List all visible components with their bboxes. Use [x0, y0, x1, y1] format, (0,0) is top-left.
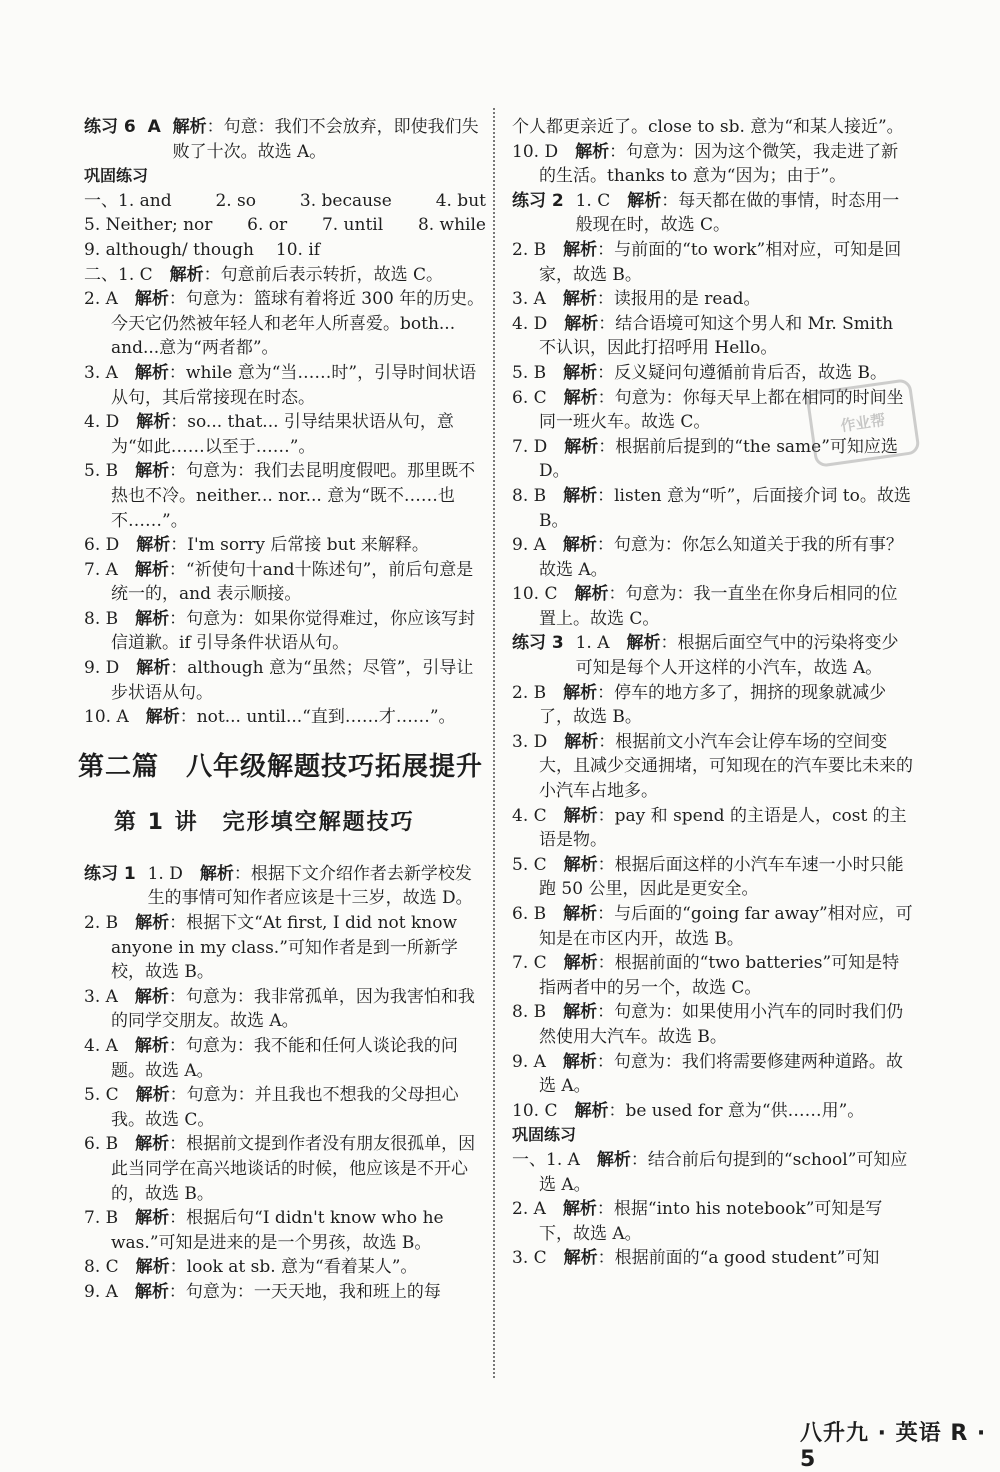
keyword: 解析 — [134, 289, 169, 310]
answer-item: 4. A 解析：句意为：我不能和任何人谈论我的问题。故选 A。 — [84, 1036, 458, 1081]
keyword: 解析 — [563, 805, 598, 826]
gap-answer: 3. because — [299, 190, 392, 211]
answer-item: 3. A 解析：读报用的是 read。 — [512, 289, 761, 310]
answer-item: 7. A 解析：“祈使句十and十陈述句”，前后句意是统一的，and 表示顺接。 — [84, 559, 474, 605]
answer-num: 8. B — [512, 1002, 547, 1023]
answer-text: 句意为：你怎么知道关于我的所有事？故选 A。 — [539, 535, 903, 580]
keyword: 解析 — [136, 658, 171, 679]
answer-item: 二、1. C 解析：句意前后表示转折，故选 C。 — [84, 264, 444, 285]
answer-num: 1. A — [575, 633, 610, 654]
keyword: 解析 — [562, 289, 597, 310]
gap-answer-row — [84, 238, 486, 263]
answer-num: 5. C — [84, 1085, 119, 1106]
keyword: 解析 — [627, 190, 662, 211]
answer-text: 根据后面这样的小汽车车速一小时只能跑 50 公里，因此是更安全。 — [539, 854, 904, 900]
answer-text: 句意为：一天天地，我和班上的每 — [185, 1281, 441, 1302]
answer-text: 句意为：你每天早上都在相同的时间坐同一班火车。故选 C。 — [539, 387, 904, 433]
answer-text: 每天都在做的事情，时态用一般现在时，故选 C。 — [575, 190, 900, 236]
answer-text: 句意为：我们去昆明度假吧。那里既不热也不冷。neither... nor... 意为“既不……也不……”。 — [111, 461, 476, 531]
keyword: 解析 — [145, 707, 180, 728]
keyword: 解析 — [136, 412, 171, 433]
column-divider — [493, 108, 495, 1378]
keyword: 解析 — [562, 535, 597, 556]
answer-num: 4. D — [512, 313, 548, 334]
answer-item: 6. D 解析：I'm sorry 后常接 but 来解释。 — [84, 535, 429, 556]
answer-num: 2. B — [512, 682, 547, 703]
answer-num: 3. A — [512, 289, 546, 310]
answer-item: 2. B 解析：停车的地方多了，拥挤的现象就减少了，故选 B。 — [512, 682, 887, 728]
answer-num: 4. A — [84, 1036, 118, 1056]
answer-num: 4. D — [84, 412, 120, 433]
page-footer: 八升九 · 英语 R · 5 — [800, 1421, 987, 1472]
answer-num: 2. B — [84, 913, 119, 934]
answer-text: 读报用的是 read。 — [613, 289, 761, 310]
keyword: 解析 — [563, 387, 598, 408]
answer-text: “祈使句十and十陈述句”，前后句意是统一的，and 表示顺接。 — [111, 559, 474, 605]
answer-item: 4. D 解析：结合语境可知这个男人和 Mr. Smith 不认识，因此打招呼用 Hello。 — [512, 313, 894, 359]
answer-list — [84, 263, 486, 730]
answer-num: 7. B — [84, 1208, 119, 1229]
answer-text: 结合前后句提到的“school”可知应选 A。 — [539, 1149, 908, 1195]
keyword: 解析 — [563, 854, 598, 875]
answer-text: 根据“into his notebook”可知是写下，故选 A。 — [539, 1199, 883, 1244]
keyword: 解析 — [563, 362, 598, 383]
answer-list — [512, 681, 914, 1124]
answer-item: 7. C 解析：根据前面的“two batteries”可知是特指两者中的另一个，故选 C。 — [512, 953, 900, 998]
answer-item: 2. A 解析：句意为：篮球有着将近 300 年的历史。今天它仍然被年轻人和老年人所喜爱。both... and...意为“两者都”。 — [84, 289, 485, 359]
keyword: 解析 — [563, 485, 598, 506]
gap-answer: 4. but — [435, 190, 486, 211]
exercise-label: 练习 6 A — [84, 117, 173, 137]
answer-text: 根据前面的“a good student”可知 — [614, 1248, 880, 1269]
keyword: 解析 — [574, 1100, 609, 1121]
answer-num: 9. A — [512, 535, 546, 556]
answer-text: 句意为：我不能和任何人谈论我的问题。故选 A。 — [111, 1036, 458, 1081]
answer-num: 2. A — [512, 1199, 546, 1220]
answer-item: 4. D 解析：so... that... 引导结果状语从句，意为“如此……以至于……”。 — [84, 412, 454, 457]
answer-num: 3. A — [84, 986, 118, 1007]
answer-item: 9. A 解析：句意为：一天天地，我和班上的每 — [84, 1281, 441, 1302]
answer-text: so... that... 引导结果状语从句，意为“如此……以至于……”。 — [111, 412, 454, 457]
keyword: 解析 — [564, 436, 599, 457]
answer-text: 句意前后表示转折，故选 C。 — [220, 264, 444, 285]
answer-num: 8. C — [84, 1257, 119, 1278]
answer-num: 6. D — [84, 535, 120, 556]
watermark-stamp: 作业帮 — [805, 378, 921, 468]
exercise-label: 练习 1 — [84, 863, 148, 884]
answer-num: 1. C — [575, 190, 611, 211]
keyword: 解析 — [172, 117, 207, 137]
keyword: 解析 — [563, 682, 598, 703]
answer-num: 2. B — [512, 239, 547, 260]
gap-answer: 7. until — [321, 215, 384, 236]
answer-num: 10. C — [512, 584, 558, 605]
answer-text: 与后面的“going far away”相对应，可知是在市区内开，故选 B。 — [539, 904, 913, 949]
answer-item: 2. A 解析：根据“into his notebook”可知是写下，故选 A。 — [512, 1199, 883, 1244]
answer-text: 句意为：我非常孤单，因为我害怕和我的同学交朋友。故选 A。 — [111, 986, 475, 1032]
gap-answer: 9. although/ though — [84, 239, 254, 260]
answer-item: 7. B 解析：根据后句“I didn't know who he was.”可知是进来的是一个男孩，故选 B。 — [84, 1208, 444, 1253]
answer-item: 5. B 解析：反义疑问句遵循前肯后否，故选 B。 — [512, 362, 888, 383]
answer-num: 3. C — [512, 1248, 547, 1269]
keyword: 解析 — [134, 362, 169, 383]
exercise-label: 练习 2 — [512, 190, 576, 211]
answer-text: 句意为：篮球有着将近 300 年的历史。今天它仍然被年轻人和老年人所喜爱。both... and...意为“两者都”。 — [111, 289, 485, 359]
answer-item: 9. A 解析：句意为：你怎么知道关于我的所有事？故选 A。 — [512, 535, 903, 580]
answer-text: 停车的地方多了，拥挤的现象就减少了，故选 B。 — [539, 682, 887, 728]
gap-answer-row — [84, 213, 486, 238]
keyword: 解析 — [199, 863, 234, 884]
answer-text: pay 和 spend 的主语是人，cost 的主语是物。 — [539, 805, 907, 851]
answer-text: look at sb. 意为“看着某人”。 — [186, 1257, 418, 1278]
answer-num: 5. B — [512, 362, 547, 383]
keyword: 解析 — [564, 731, 599, 752]
answer-num: 7. C — [512, 953, 547, 974]
exercise-6 — [84, 115, 486, 164]
answer-item: 7. D 解析：根据前后提到的“the same”可知应选 D。 — [512, 436, 898, 482]
keyword: 解析 — [135, 1134, 170, 1155]
gap-answer: 5. Neither; nor — [84, 215, 213, 236]
answer-item: 5. C 解析：句意为：并且我也不想我的父母担心我。故选 C。 — [84, 1085, 459, 1130]
right-column — [512, 115, 914, 1271]
exercise-2: 练习 2 1. C 解析：每天都在做的事情，时态用一般现在时，故选 C。 — [512, 189, 914, 238]
answer-text: 根据下文“At first, I did not know anyone in my class.”可知作者是到一所新学校，故选 B。 — [111, 913, 458, 983]
keyword: 解析 — [134, 986, 169, 1007]
gap-answer-row — [84, 189, 486, 214]
answer-num: 1. D — [147, 863, 183, 884]
answer-num: 9. A — [512, 1051, 546, 1072]
part-title: 第二篇 八年级解题技巧拓展提升 — [78, 751, 484, 782]
gap-answer: 6. or — [247, 215, 288, 236]
lecture-title: 第 1 讲 完形填空解题技巧 — [114, 809, 415, 835]
answer-text: not... until...“直到……才……”。 — [196, 707, 456, 728]
answer-num: 10. D — [512, 141, 559, 162]
answer-num: 7. D — [512, 436, 548, 457]
answer-item: 8. B 解析：句意为：如果使用小汽车的同时我们仍然使用大汽车。故选 B。 — [512, 1002, 904, 1047]
exercise-1: 练习 1 1. D 解析：根据下文介绍作者去新学校发生的事情可知作者应该是十三岁，故选 D。 — [84, 862, 486, 911]
answer-item: 6. B 解析：与后面的“going far away”相对应，可知是在市区内开，故选 B。 — [512, 904, 913, 949]
answer-text: 根据前文小汽车会让停车场的空间变大，且减少交通拥堵，可知现在的汽车要比未来的小汽车占地多。 — [539, 731, 913, 802]
answer-text: 句意为：我们将需要修建两种道路。故选 A。 — [539, 1051, 903, 1097]
exercise-label: 练习 3 — [512, 633, 576, 654]
answer-num: 9. A — [84, 1281, 118, 1302]
answer-text: be used for 意为“供……用”。 — [625, 1100, 865, 1121]
answer-text: while 意为“当……时”，引导时间状语从句，其后常接现在时态。 — [111, 362, 477, 408]
keyword: 解析 — [135, 608, 170, 629]
keyword: 解析 — [563, 239, 598, 260]
answer-num: 3. A — [84, 362, 118, 383]
keyword: 解析 — [136, 535, 171, 556]
answer-text: 根据后句“I didn't know who he was.”可知是进来的是一个男孩，故选 B。 — [111, 1208, 444, 1253]
answer-list — [512, 1148, 914, 1271]
gap-answer: 2. so — [215, 190, 257, 211]
answer-item: 一、1. A 解析：结合前后句提到的“school”可知应选 A。 — [512, 1149, 908, 1195]
answer-num: 一、1. A — [512, 1149, 580, 1170]
keyword: 解析 — [563, 953, 598, 974]
answer-item: 10. D 解析：句意为：因为这个微笑，我走进了新的生活。thanks to 意为“因为；由于”。 — [512, 141, 899, 187]
keyword: 解析 — [134, 1036, 169, 1056]
answer-text: 根据下文介绍作者去新学校发生的事情可知作者应该是十三岁，故选 D。 — [147, 863, 473, 909]
answer-item: 8. B 解析：句意为：如果你觉得难过，你应该写封信道歉。if 引导条件状语从句。 — [84, 608, 476, 654]
answer-text: 反义疑问句遵循前肯后否，故选 B。 — [614, 362, 888, 383]
answer-text: 句意为：如果你觉得难过，你应该写封信道歉。if 引导条件状语从句。 — [111, 608, 476, 654]
answer-item: 9. A 解析：句意为：我们将需要修建两种道路。故选 A。 — [512, 1051, 903, 1097]
answer-text: 根据后面空气中的污染将变少可知是每个人开这样的小汽车，故选 A。 — [575, 633, 899, 679]
answer-item: 10. C 解析：be used for 意为“供……用”。 — [512, 1100, 865, 1121]
answer-item: 4. C 解析：pay 和 spend 的主语是人，cost 的主语是物。 — [512, 805, 907, 851]
answer-text: listen 意为“听”，后面接介词 to。故选 B。 — [539, 485, 911, 531]
keyword: 解析 — [134, 1281, 169, 1302]
answer-num: 10. A — [84, 707, 129, 728]
answer-item: 6. B 解析：根据前文提到作者没有朋友很孤单，因此当同学在高兴地谈话的时候，他应该是不开心的，故选 B。 — [84, 1134, 476, 1204]
answer-num: 4. C — [512, 805, 547, 826]
gap-answer-grid — [84, 189, 486, 263]
answer-text: 结合语境可知这个男人和 Mr. Smith 不认识，因此打招呼用 Hello。 — [539, 313, 894, 359]
answer-item: 3. A 解析：句意为：我非常孤单，因为我害怕和我的同学交朋友。故选 A。 — [84, 986, 475, 1032]
keyword: 解析 — [135, 461, 170, 482]
keyword: 解析 — [562, 1199, 597, 1220]
keyword: 解析 — [575, 141, 610, 162]
answer-item: 10. C 解析：句意为：我一直坐在你身后相同的位置上。故选 C。 — [512, 584, 898, 629]
answer-text: 句意为：并且我也不想我的父母担心我。故选 C。 — [111, 1085, 459, 1130]
keyword: 解析 — [564, 313, 599, 334]
answer-item: 9. D 解析：although 意为“虽然；尽管”，引导让步状语从句。 — [84, 658, 474, 703]
answer-item: 10. A 解析：not... until...“直到……才……”。 — [84, 707, 456, 728]
answer-num: 9. D — [84, 658, 120, 679]
answer-text: ：句意：我们不会放弃，即使我们失败了十次。故选 A。 — [172, 117, 479, 162]
keyword: 解析 — [626, 633, 661, 654]
exercise-3: 练习 3 1. A 解析：根据后面空气中的污染将变少可知是每个人开这样的小汽车，故选 A。 — [512, 631, 914, 680]
continued-text: 个人都更亲近了。close to sb. 意为“和某人接近”。 — [512, 117, 904, 137]
answer-text: 句意为：如果使用小汽车的同时我们仍然使用大汽车。故选 B。 — [539, 1002, 904, 1047]
answer-item: 2. B 解析：根据下文“At first, I did not know anyone in my class.”可知作者是到一所新学校，故选 B。 — [84, 913, 458, 983]
keyword: 解析 — [562, 1051, 597, 1072]
answer-text: 句意为：因为这个微笑，我走进了新的生活。thanks to 意为“因为；由于”。 — [539, 141, 899, 187]
section-heading: 巩固练习 — [512, 1125, 577, 1145]
keyword: 解析 — [134, 559, 169, 580]
answer-item: 3. A 解析：while 意为“当……时”，引导时间状语从句，其后常接现在时态。 — [84, 362, 477, 408]
keyword: 解析 — [563, 1248, 598, 1269]
answer-list — [84, 911, 486, 1305]
answer-item: 3. C 解析：根据前面的“a good student”可知 — [512, 1248, 880, 1269]
answer-item: 2. B 解析：与前面的“to work”相对应，可知是回家，故选 B。 — [512, 239, 902, 285]
answer-item: 5. B 解析：句意为：我们去昆明度假吧。那里既不热也不冷。neither... nor... 意为“既不……也不……”。 — [84, 461, 476, 531]
answer-num: 8. B — [512, 485, 547, 506]
keyword: 解析 — [135, 1085, 170, 1106]
answer-item: 3. D 解析：根据前文小汽车会让停车场的空间变大，且减少交通拥堵，可知现在的汽车要比未来的小汽车占地多。 — [512, 731, 913, 802]
answer-item: 5. C 解析：根据后面这样的小汽车车速一小时只能跑 50 公里，因此是更安全。 — [512, 854, 904, 900]
answer-text: although 意为“虽然；尽管”，引导让步状语从句。 — [111, 658, 474, 703]
answer-num: 10. C — [512, 1100, 558, 1121]
answer-num: 2. A — [84, 289, 118, 310]
answer-item: 8. B 解析：listen 意为“听”，后面接介词 to。故选 B。 — [512, 485, 911, 531]
answer-num: 5. C — [512, 854, 547, 875]
gap-answer: 一、1. and — [84, 190, 172, 211]
answer-text: 根据前文提到作者没有朋友很孤单，因此当同学在高兴地谈话的时候，他应该是不开心的，故选 B。 — [111, 1134, 476, 1204]
keyword: 解析 — [169, 264, 204, 285]
answer-text: 句意为：我一直坐在你身后相同的位置上。故选 C。 — [539, 584, 898, 629]
gap-answer: 8. while — [417, 215, 486, 236]
answer-text: I'm sorry 后常接 but 来解释。 — [187, 535, 429, 556]
keyword: 解析 — [135, 1208, 170, 1229]
answer-num: 6. C — [512, 387, 547, 408]
answer-num: 5. B — [84, 461, 119, 482]
answer-num: 3. D — [512, 731, 548, 752]
answer-text: 根据前后提到的“the same”可知应选 D。 — [539, 436, 898, 482]
answer-list — [512, 140, 914, 189]
answer-num: 二、1. C — [84, 264, 153, 285]
keyword: 解析 — [574, 584, 609, 605]
keyword: 解析 — [596, 1149, 631, 1170]
answer-num: 6. B — [84, 1134, 119, 1155]
answer-item: 8. C 解析：look at sb. 意为“看着某人”。 — [84, 1257, 418, 1278]
keyword: 解析 — [563, 904, 598, 924]
answer-num: 6. B — [512, 904, 547, 924]
keyword: 解析 — [135, 1257, 170, 1278]
answer-num: 7. A — [84, 559, 118, 580]
answer-item: 6. C 解析：句意为：你每天早上都在相同的时间坐同一班火车。故选 C。 — [512, 387, 904, 433]
answer-text: 根据前面的“two batteries”可知是特指两者中的另一个，故选 C。 — [539, 953, 900, 998]
section-heading: 巩固练习 — [84, 166, 149, 186]
keyword: 解析 — [135, 913, 170, 934]
left-column — [78, 115, 486, 1305]
answer-text: 与前面的“to work”相对应，可知是回家，故选 B。 — [539, 239, 902, 285]
answer-num: 8. B — [84, 608, 119, 629]
gap-answer: 10. if — [275, 239, 321, 260]
keyword: 解析 — [563, 1002, 598, 1023]
